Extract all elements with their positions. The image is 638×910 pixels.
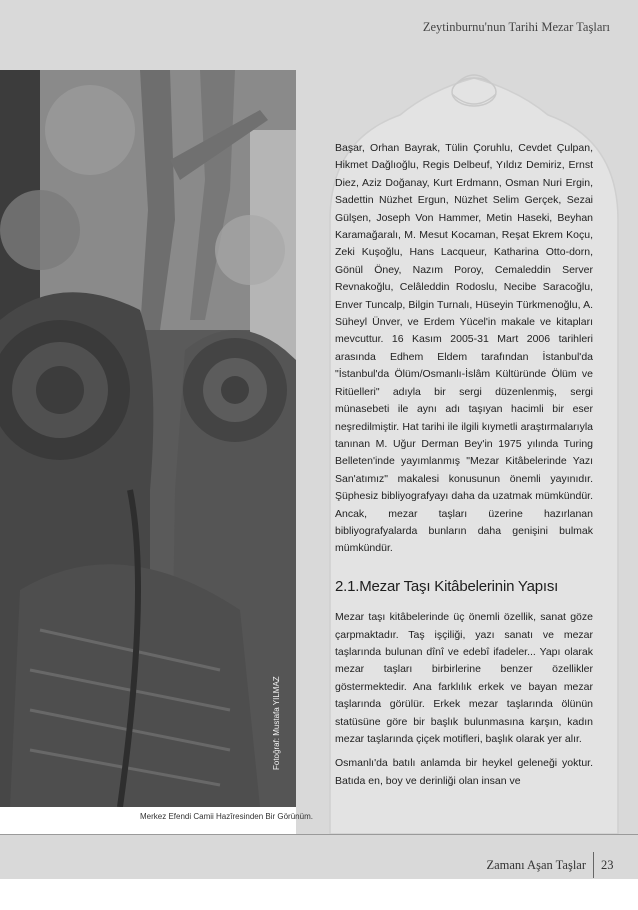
body-paragraph-3: Osmanlı'da batılı anlamda bir heykel geleneği yoktur. Batıda en, boy ve derinliği olan insan ve [335, 757, 593, 787]
gravestone-photo [0, 70, 296, 807]
footer-divider [593, 852, 594, 878]
footer-book-title: Zamanı Aşan Taşlar [486, 858, 586, 872]
main-text-column [335, 140, 593, 797]
photo-credit: Fotoğraf: Mustafa YILMAZ [272, 676, 281, 770]
header-band [0, 0, 638, 70]
photo-caption: Merkez Efendi Camii Hazîresinden Bir Görünüm. [140, 812, 313, 821]
running-title: Zeytinburnu'nun Tarihi Mezar Taşları [422, 20, 610, 34]
body-paragraph-2: Mezar taşı kitâbelerinde üç önemli özellik, sanat göze çarpmaktadır. Taş işçiliği, yazı sanatı ve mezar taşlarında bulunan dînî ve edebî ifadeler... Yapı olarak mezar taşları birbirlerine benzer özellikler göstermektedir. Ana farklılık erkek ve bayan mezar taşlarında görülür. Erkek mezar taşlarında ölünün statüsüne göre bir başlık bulunmasına karşın, kadın mezar taşlarında çiçek motifleri, başlık olarak yer alır. [335, 611, 593, 745]
section-heading: 2.1.Mezar Taşı Kitâbelerinin Yapısı [335, 577, 559, 595]
page-number: 23 [601, 858, 614, 872]
body-paragraph-1: Başar, Orhan Bayrak, Tülin Çoruhlu, Cevdet Çulpan, Hikmet Dağlıoğlu, Regis Delbeuf, Yıldız Demiriz, Ernst Diez, Aziz Doğanay, Kurt Erdmann, Osman Nuri Ergin, Sadettin Nüzhet Ergun, Nüzhet Selim Gerçek, Sezai Gülşen, Joseph Von Hammer, Metin Haseki, Beyhan Karamağaralı, M. Mesut Kocaman, Reşat Ekrem Koçu, Zeki Kuşoğlu, Hans Lacqueur, Katharina Otto-dorn, Gönül Öney, Nazım Poroy, Cemaleddin Server Revnakoğlu, Celâleddin Rodoslu, Necibe Saracoğlu, Enver Tuncalp, Bilgin Turnalı, Hüseyin Türkmenoğlu, A. Süheyl Ünver, ve Erdem Yücel'in makale ve kitapları mevcuttur. 16 Kasım 2005-31 Mart 2006 tarihleri arasında Edhem Eldem tarafından İstanbul'da "İstanbul'da Ölüm/Osmanlı-İslâm Kültüründe Ölüm ve Ritüelleri" adıyla bir sergi düzenlenmiş, sergi münasebeti ile aynı adı taşıyan hacimli bir eser neşredilmiştir. Hat tarihi ile ilgili kıymetli araştırmalarıyla tanınan M. Uğur Derman Bey'in 1975 yılında Turing Belleten'inde yayımlanmış "Mezar Kitâbelerinde Yazı San'atımız" makalesi konusunun önemli yayınıdır. Şüphesiz bibliyografyayı daha da uzatmak mümkündür. Ancak, mezar taşları üzerine hazırlanan bibliyografyalarda bunların daha genişini bulmak mümkündür. [335, 142, 593, 555]
